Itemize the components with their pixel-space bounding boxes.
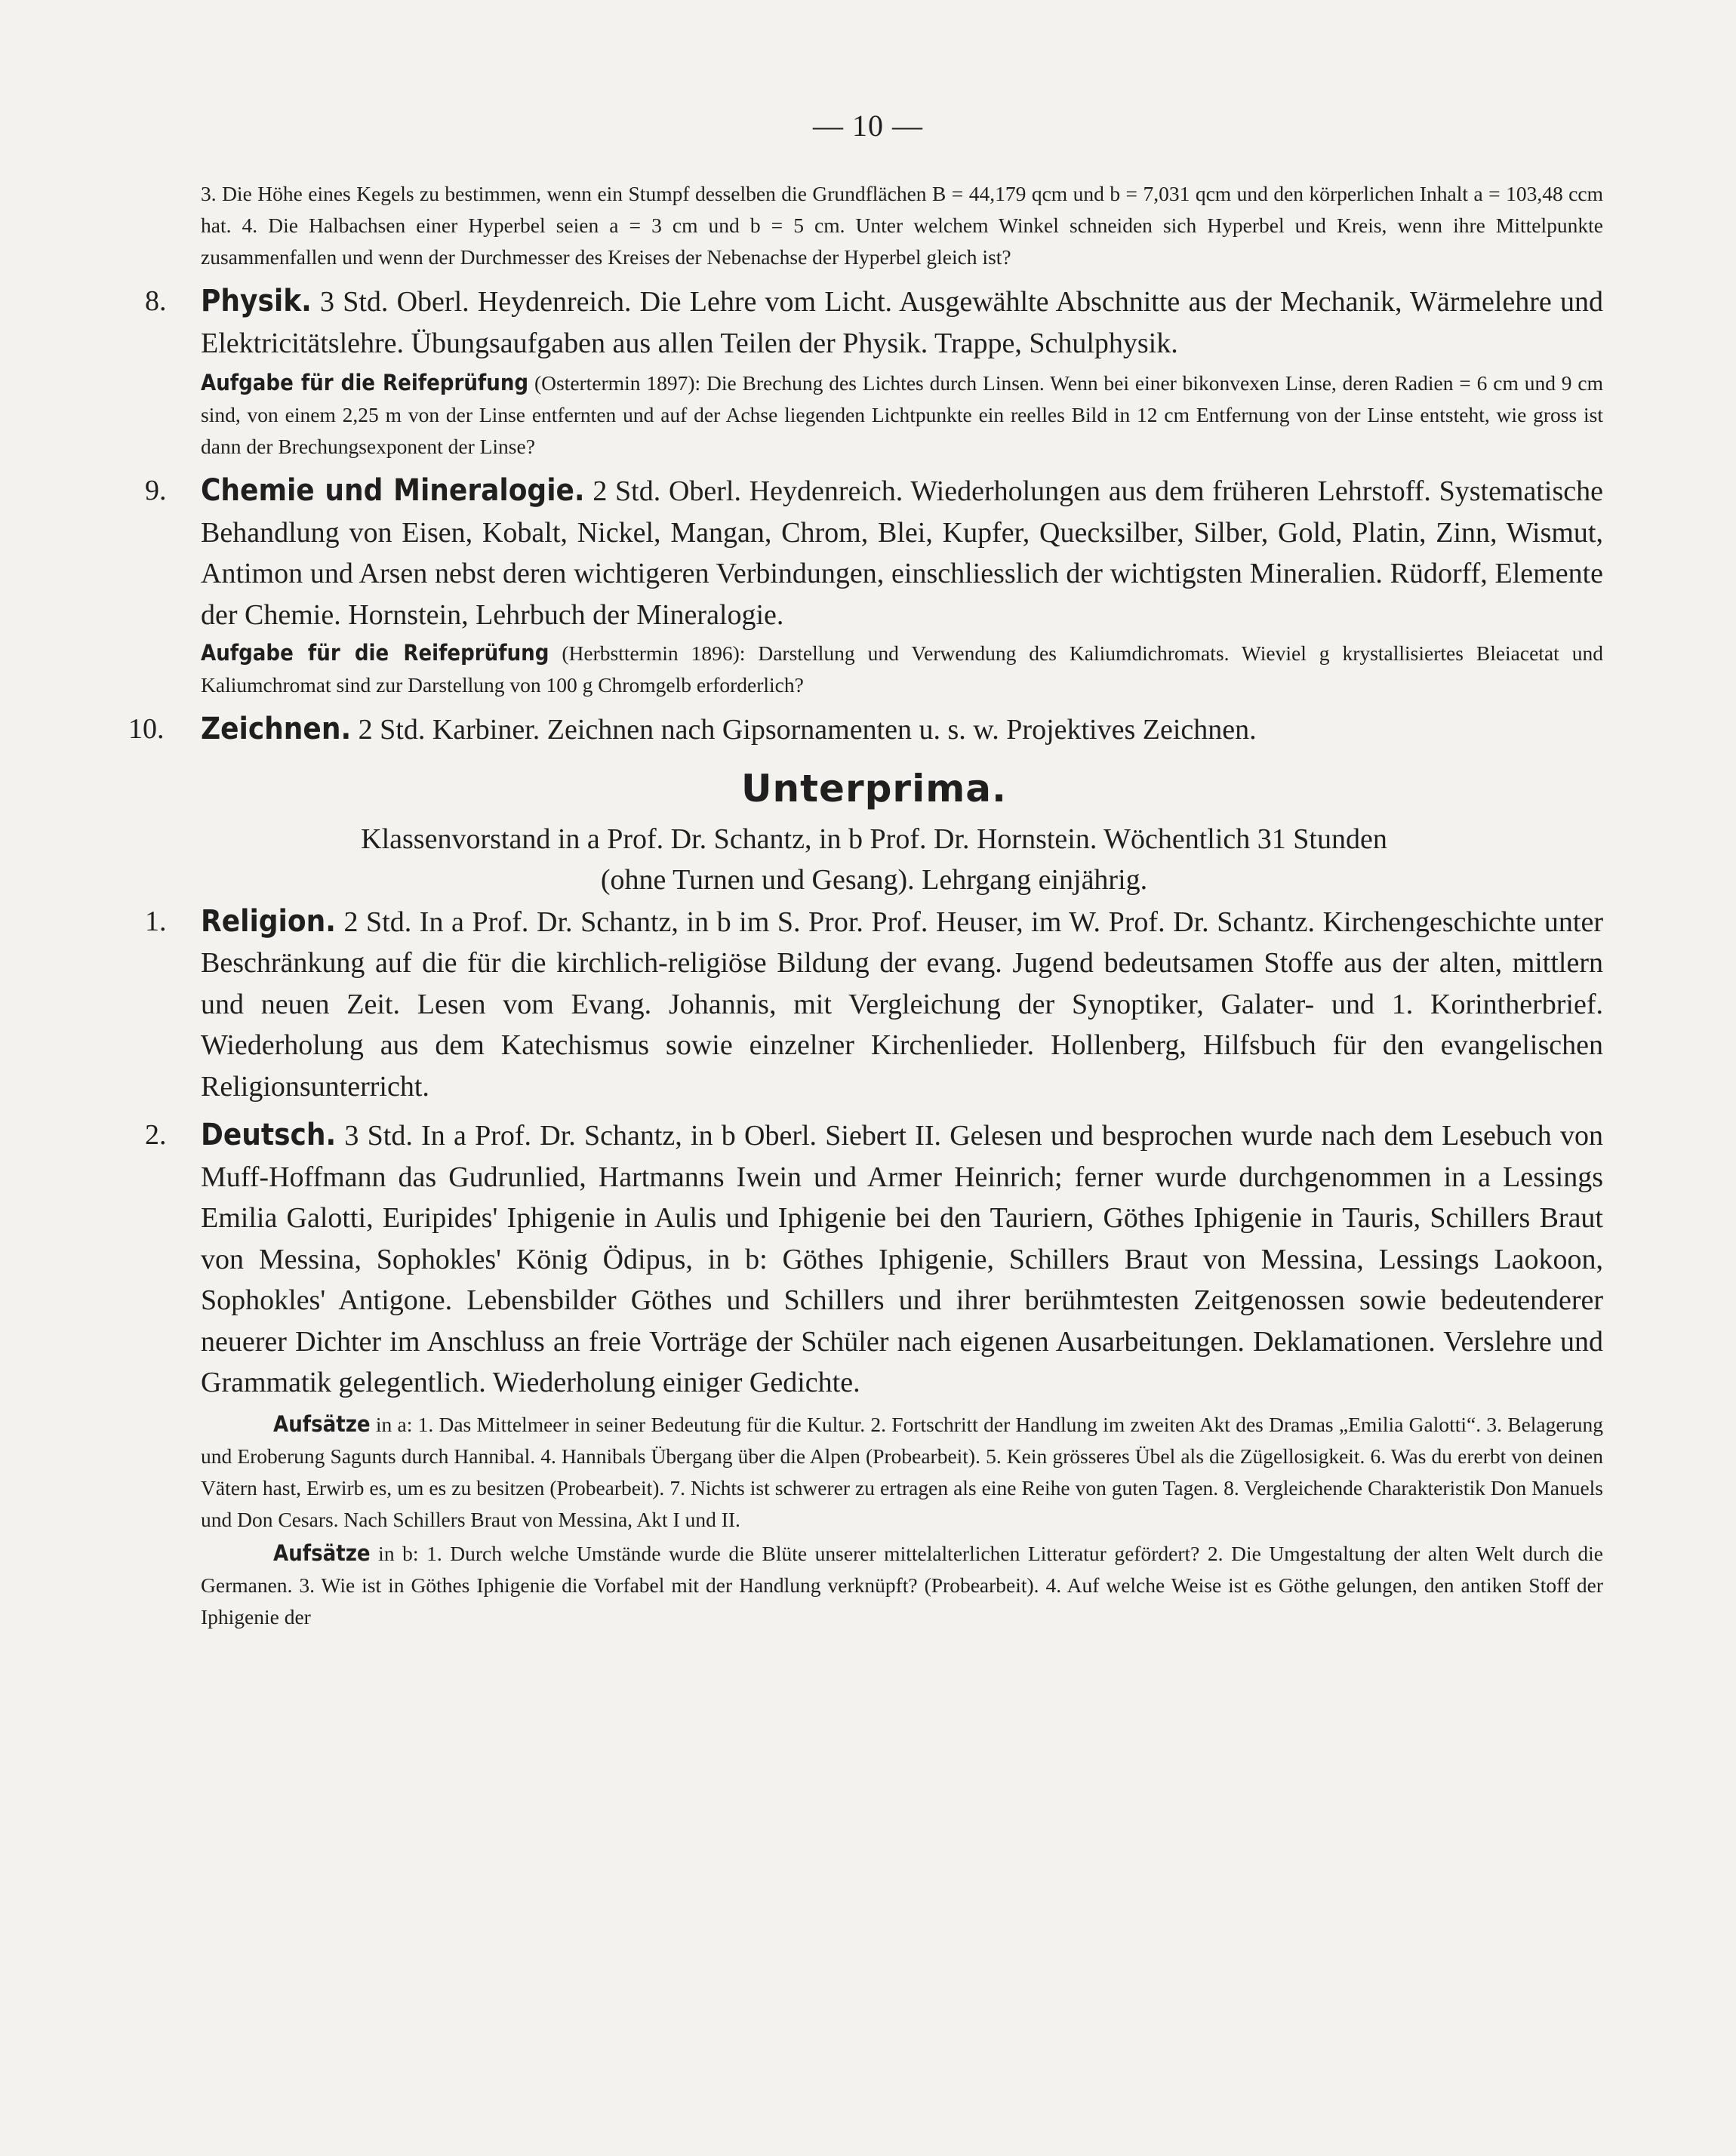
physik-exam-task <box>145 367 1603 463</box>
section-text: 3 Std. In a Prof. Dr. Schantz, in b Oberl. Siebert II. Gelesen und besprochen wurde nach dem Lesebuch von Muff-Hoffmann das Gudrunlied, Hartmanns Iwein und Armer Heinrich; ferner wurde durchgenommen in a Lessings Emilia Galotti, Euripides' Iphigenie in Aulis und Iphigenie bei den Tauriern, Göthes Iphigenie in Tauris, Schillers Braut von Messina, Sophokles' König Ödipus, in b: Göthes Iphigenie, Schillers Braut von Messina, Lessings Laokoon, Sophokles' Antigone. Lebensbilder Göthes und Schillers und ihrer berühmtesten Zeitgenossen sowie bedeutenderer neuerer Dichter im Anschluss an freie Vorträge der Schüler nach eigenen Ausarbeitungen. Deklamationen. Verslehre und Grammatik gelegentlich. Wiederholung einiger Gedichte. <box>201 1120 1603 1398</box>
section-physik <box>145 281 1603 364</box>
section-heading: Chemie und Mineralogie. <box>201 473 585 508</box>
essays-text: in b: 1. Durch welche Umstände wurde die Blüte unserer mittelalterlichen Litteratur gefördert? 2. Die Umgestaltung der alten Welt durch die Germanen. 3. Wie ist in Göthes Iphigenie die Vorfabel mit der Handlung verknüpft? (Probearbeit). 4. Auf welche Weise ist es Göthe gelungen, den antiken Stoff der Iphigenie der <box>201 1541 1603 1629</box>
section-chemie <box>145 470 1603 635</box>
exam-task-heading: Aufgabe für die Reifeprüfung <box>201 370 529 395</box>
section-text: 2 Std. Karbiner. Zeichnen nach Gipsornamenten u. s. w. Projektives Zeichnen. <box>351 714 1257 746</box>
section-deutsch <box>145 1115 1603 1404</box>
essays-class-b <box>145 1537 1603 1633</box>
page-number: — 10 — <box>813 109 923 143</box>
exam-task-text: (Herbsttermin 1896): Darstellung und Verwendung des Kaliumdichromats. Wieviel g krystallisiertes Bleiacetat und Kaliumchromat sind zur Darstellung von 100 g Chromgelb erforderlich? <box>201 641 1603 697</box>
exam-task-text: (Ostertermin 1897): Die Brechung des Lichtes durch Linsen. Wenn bei einer bikonvexen Linse, deren Radien = 6 cm und 9 cm sind, von einem 2,25 m von der Linse entfernten und auf der Achse liegenden Lichtpunkte ein reelles Bild in 12 cm Entfernung von der Linse entsteht, wie gross ist dann der Brechungsexponent der Linse? <box>201 371 1603 458</box>
section-text: 3 Std. Oberl. Heydenreich. Die Lehre vom Licht. Ausgewählte Abschnitte aus der Mechanik, Wärmelehre und Elektricitätslehre. Übungsaufgaben aus allen Teilen der Physik. Trappe, Schulphysik. <box>201 286 1603 359</box>
class-info-line-1: Klassenvorstand in a Prof. Dr. Schantz, in b Prof. Dr. Hornstein. Wöchentlich 31 Stunden <box>361 823 1387 855</box>
essays-heading: Aufsätze <box>273 1410 371 1437</box>
section-heading: Physik. <box>201 284 312 318</box>
section-text: 2 Std. Oberl. Heydenreich. Wiederholungen aus dem früheren Lehrstoff. Systematische Behandlung von Eisen, Kobalt, Nickel, Mangan, Chrom, Blei, Kupfer, Quecksilber, Silber, Gold, Platin, Zinn, Wismut, Antimon und Arsen nebst deren wichtigeren Verbindungen, einschliesslich der wichtigsten Mineralien. Rüdorff, Elemente der Chemie. Hornstein, Lehrbuch der Mineralogie. <box>201 475 1603 631</box>
section-number: 1. <box>145 905 167 937</box>
class-info-line-2: (ohne Turnen und Gesang). Lehrgang einjährig. <box>600 864 1148 896</box>
section-number: 8. <box>145 285 167 317</box>
section-religion <box>145 901 1603 1108</box>
essays-text: in a: 1. Das Mittelmeer in seiner Bedeutung für die Kultur. 2. Fortschritt der Handlung im zweiten Akt des Dramas „Emilia Galotti“. 3. Belagerung und Eroberung Sagunts durch Hannibal. 4. Hannibals Übergang über die Alpen (Probearbeit). 5. Kein grösseres Übel als die Zügellosigkeit. 6. Was du ererbt von deinen Vätern hast, Erwirb es, um es zu besitzen (Probearbeit). 7. Nichts ist schwerer zu ertragen als eine Reihe von guten Tagen. 8. Vergleichende Charakteristik Don Manuels und Don Cesars. Nach Schillers Braut von Messina, Akt I und II. <box>201 1412 1603 1531</box>
page-content <box>128 178 1603 1633</box>
math-tasks-paragraph: 3. Die Höhe eines Kegels zu bestimmen, wenn ein Stumpf desselben die Grundflächen B = 44,179 qcm und b = 7,031 qcm und den körperlichen Inhalt a = 103,48 ccm hat. 4. Die Halbachsen einer Hyperbel seien a = 3 cm und b = 5 cm. Unter welchem Winkel schneiden sich Hyperbel und Kreis, wenn ihre Mittelpunkte zusammenfallen und wenn der Durchmesser des Kreises der Nebenachse der Hyperbel gleich ist? <box>201 182 1603 269</box>
section-number: 9. <box>145 475 167 506</box>
essays-class-a <box>145 1408 1603 1536</box>
class-title: Unterprima. <box>740 766 1008 810</box>
chemie-exam-task <box>145 637 1603 701</box>
section-heading: Zeichnen. <box>201 712 352 746</box>
exam-task-heading: Aufgabe für die Reifeprüfung <box>201 640 549 666</box>
section-heading: Religion. <box>201 903 336 939</box>
essays-heading: Aufsätze <box>273 1539 371 1566</box>
section-number: 10. <box>128 713 165 745</box>
section-heading: Deutsch. <box>201 1118 337 1152</box>
section-text: 2 Std. In a Prof. Dr. Schantz, in b im S. Pror. Prof. Heuser, im W. Prof. Dr. Schantz. Kirchengeschichte unter Beschränkung auf die für die kirchlich-religiöse Bildung der evang. Jugend bedeutsamen Stoffe aus der alten, mittlern und neuen Zeit. Lesen vom Evang. Johannis, mit Vergleichung der Synoptiker, Galater- und 1. Korintherbrief. Wiederholung aus dem Katechismus sowie einzelner Kirchenlieder. Hollenberg, Hilfsbuch für den evangelischen Religionsunterricht. <box>201 906 1603 1103</box>
section-number: 2. <box>145 1119 167 1151</box>
section-zeichnen <box>128 709 1603 751</box>
